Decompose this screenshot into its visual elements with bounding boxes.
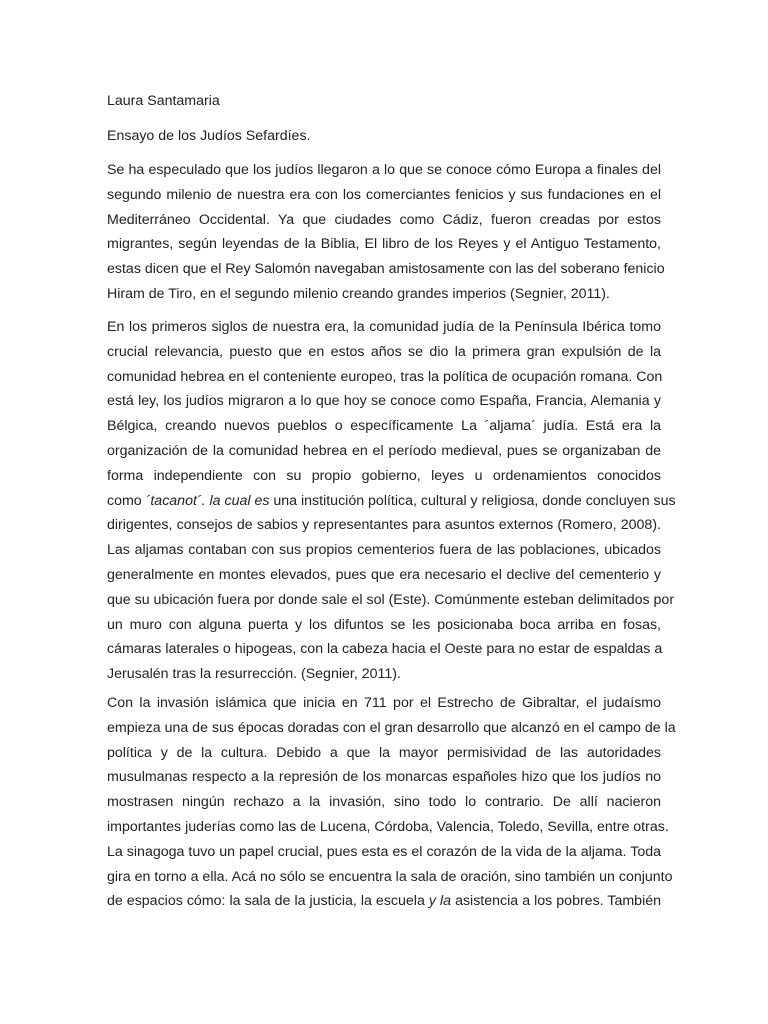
text-line: [107, 665, 661, 683]
text-line: [107, 392, 661, 410]
text-line: [107, 843, 661, 861]
text-run: importantes juderías como las de Lucena, Córdoba, Valencia, Toledo, Sevilla, entre otras.: [107, 819, 669, 835]
text-run: segundo milenio de nuestra era con los comerciantes fenicios y sus fundaciones en el: [107, 186, 661, 203]
text-run: generalmente en montes elevados, pues que era necesario el declive del cementerio y: [107, 567, 661, 583]
text-line: [107, 640, 661, 658]
text-run: empieza una de sus épocas doradas con el gran desarrollo que alcanzó en el campo de la: [107, 719, 676, 736]
text-run: una institución política, cultural y religiosa, donde concluyen sus: [269, 492, 676, 509]
text-line: [107, 285, 661, 303]
text-line: [107, 343, 661, 361]
text-line: [107, 541, 661, 559]
text-line: [107, 719, 676, 737]
text-line: [107, 892, 661, 910]
essay-title: Ensayo de los Judíos Sefardíes.: [107, 128, 311, 144]
text-line: [107, 492, 676, 510]
text-run: Con la invasión islámica que inicia en 711 por el Estrecho de Gibraltar, el judaísmo: [107, 695, 661, 711]
text-line: [107, 161, 661, 179]
text-line: [107, 616, 661, 634]
text-line: [107, 260, 665, 278]
text-line: [107, 566, 661, 584]
text-run: de espacios cómo: la sala de la justicia, la escuela: [107, 893, 429, 910]
text-run: dirigentes, consejos de sabios y representantes para asuntos externos (Romero, 2008).: [107, 517, 661, 534]
text-line: [107, 211, 661, 229]
text-line: [107, 417, 661, 435]
text-run: un muro con alguna puerta y los difuntos se les posicionaba boca arriba en fosas,: [107, 616, 661, 633]
text-run: organización de la comunidad hebrea en el período medieval, pues se organizaban de: [107, 443, 661, 459]
text-run: crucial relevancia, puesto que en estos años se dio la primera gran expulsión de la: [107, 343, 661, 360]
text-line: [107, 744, 661, 762]
italic-text: y la: [428, 893, 452, 910]
text-line: [107, 516, 661, 534]
text-run: está ley, los judíos migraron a lo que hoy se conoce como España, Francia, Alemania y: [107, 393, 661, 410]
text-run: musulmanas respecto a la represión de los monarcas españoles hizo que los judíos no: [107, 769, 661, 786]
text-run: migrantes, según leyendas de la Biblia, El libro de los Reyes y el Antiguo Testamento,: [107, 236, 661, 253]
text-line: [107, 793, 661, 811]
text-line: [107, 368, 661, 386]
text-line: [107, 768, 661, 786]
text-run: Las aljamas contaban con sus propios cementerios fuera de las poblaciones, ubicados: [107, 542, 661, 559]
text-line: [107, 442, 661, 460]
italic-text: ´tacanot´. la cual es: [145, 492, 270, 509]
text-run: Mediterráneo Occidental. Ya que ciudades como Cádiz, fueron creadas por estos: [107, 211, 661, 228]
text-line: [107, 868, 673, 886]
text-run: forma independiente con su propio gobierno, leyes u ordenamientos conocidos: [107, 467, 661, 484]
text-run: como: [107, 492, 146, 509]
text-run: Hiram de Tiro, en el segundo milenio creando grandes imperios (Segnier, 2011).: [107, 286, 610, 302]
text-run: La sinagoga tuvo un papel crucial, pues esta es el corazón de la vida de la aljama. Toda: [107, 843, 661, 860]
text-line: [107, 694, 661, 712]
text-line: [107, 186, 661, 204]
text-run: estas dicen que el Rey Salomón navegaban amistosamente con las del soberano fenicio: [107, 261, 665, 278]
text-run: Bélgica, creando nuevos pueblos o específicamente La ´aljama´ judía. Está era la: [107, 418, 661, 435]
text-line: [107, 467, 661, 485]
text-run: Jerusalén tras la resurrección. (Segnier, 2011).: [107, 666, 401, 683]
text-run: gira en torno a ella. Acá no sólo se encuentra la sala de oración, sino también un conjunto: [107, 868, 673, 885]
text-run: política y de la cultura. Debido a que la mayor permisividad de las autoridades: [107, 744, 661, 761]
text-run: comunidad hebrea en el conteniente europeo, tras la política de ocupación romana. Con: [107, 368, 663, 385]
text-run: En los primeros siglos de nuestra era, la comunidad judía de la Península Ibérica tomo: [107, 319, 661, 335]
text-run: Se ha especulado que los judíos llegaron a lo que se conoce cómo Europa a finales del: [107, 162, 661, 178]
text-line: [107, 591, 675, 609]
author-name: Laura Santamaria: [107, 93, 220, 109]
text-line: [107, 235, 661, 253]
text-line: [107, 318, 661, 336]
text-run: asistencia a los pobres. También: [451, 893, 662, 910]
text-run: mostrasen ningún rechazo a la invasión, sino todo lo contrario. De allí nacieron: [107, 794, 661, 811]
text-run: cámaras laterales o hipogeas, con la cabeza hacia el Oeste para no estar de espaldas a: [107, 641, 663, 658]
text-line: [107, 818, 669, 836]
text-run: que su ubicación fuera por donde sale el sol (Este). Comúnmente esteban delimitados por: [107, 591, 675, 608]
